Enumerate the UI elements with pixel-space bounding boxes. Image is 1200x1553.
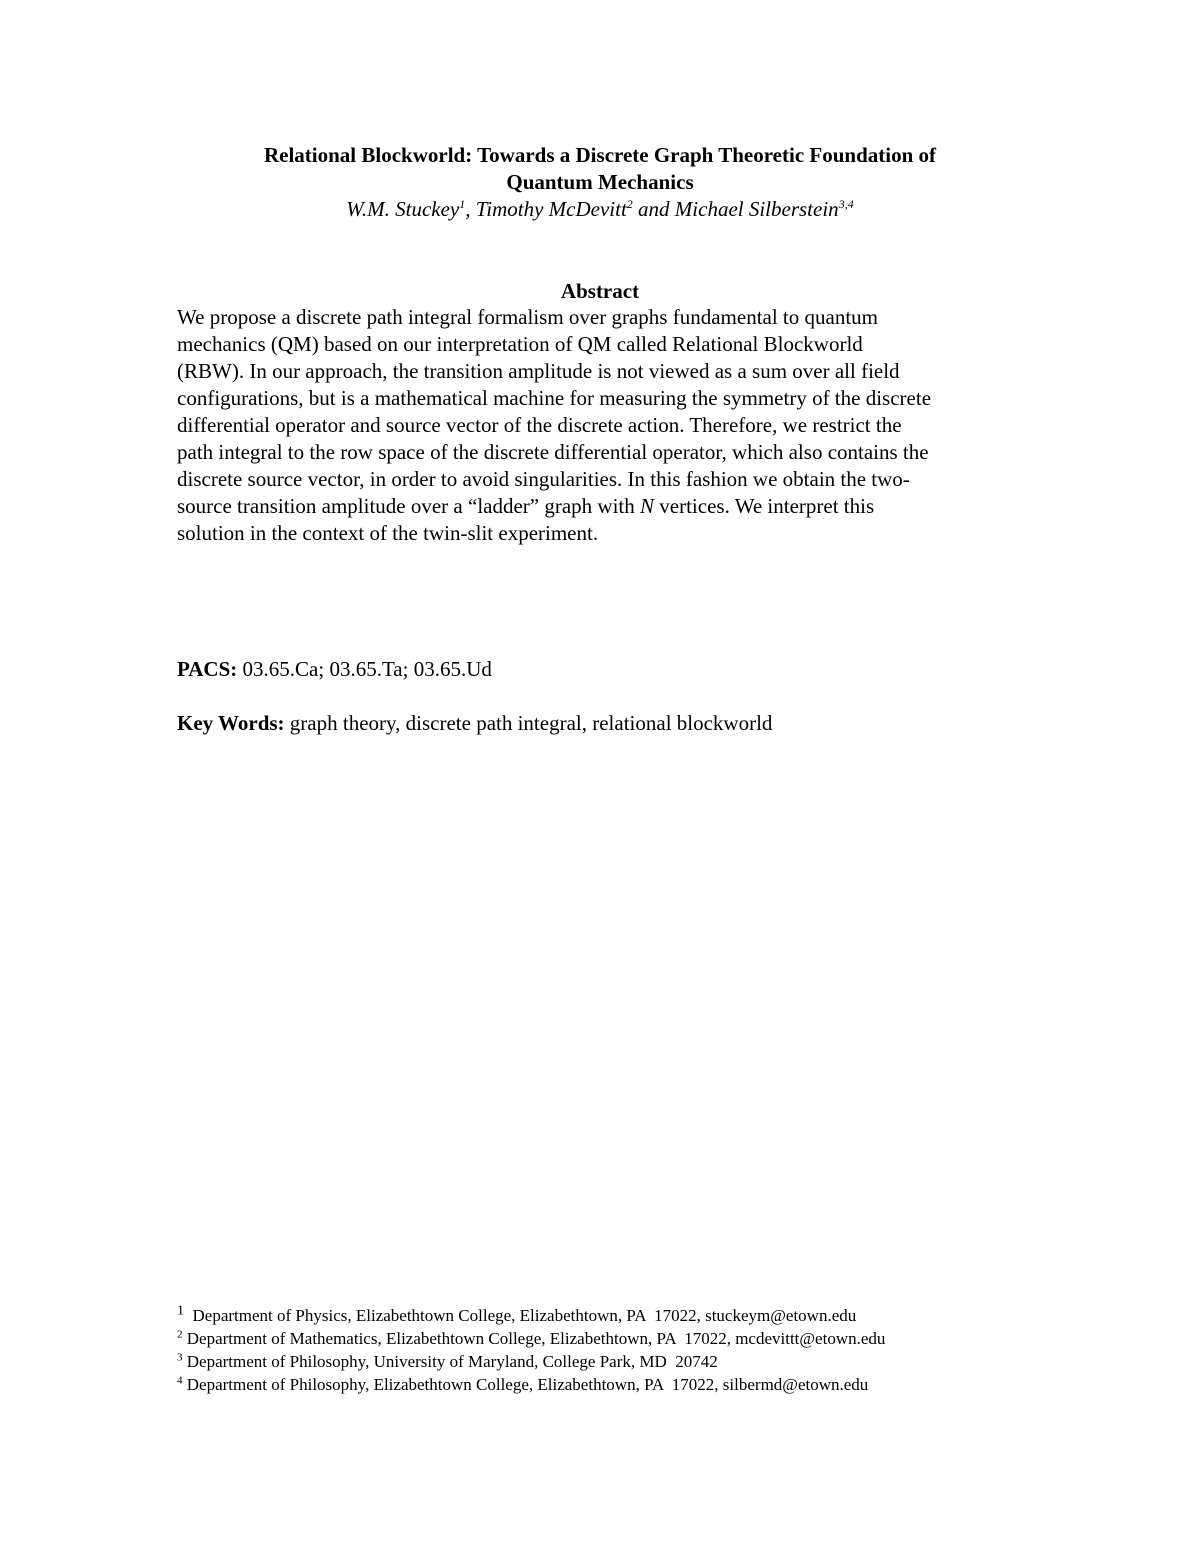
abstract-line: discrete source vector, in order to avoid singularities. In this fashion we obtain the two- (177, 467, 910, 491)
abstract-line: configurations, but is a mathematical machine for measuring the symmetry of the discrete (177, 386, 932, 410)
author-affiliation-mark: 1 (459, 197, 466, 211)
footnote-number: 1 (177, 1303, 184, 1319)
footnote-text: Department of Physics, Elizabethtown College, Elizabethtown, PA 17022, stuckeym@etown.edu (184, 1306, 857, 1325)
author-separator: and (632, 197, 675, 221)
footnote-text: Department of Mathematics, Elizabethtown College, Elizabethtown, PA 17022, mcdevittt@etown.edu (182, 1329, 886, 1348)
author-affiliation-mark: 3,4 (838, 197, 854, 211)
footnote (177, 1327, 885, 1350)
title-line-2: Quantum Mechanics (506, 170, 694, 194)
author-affiliation-mark: 2 (626, 197, 633, 211)
abstract-line: solution in the context of the twin-slit experiment. (177, 521, 599, 545)
abstract-text-fragment: vertices. We interpret this (654, 494, 875, 518)
footnote (177, 1373, 885, 1396)
footnote-text: Department of Philosophy, Elizabethtown College, Elizabethtown, PA 17022, silbermd@etown.edu (182, 1375, 869, 1394)
keywords-value: graph theory, discrete path integral, relational blockworld (284, 711, 773, 735)
abstract-line: We propose a discrete path integral formalism over graphs fundamental to quantum (177, 305, 879, 329)
author-separator: , (465, 197, 476, 221)
footnote-text: Department of Philosophy, University of Maryland, College Park, MD 20742 (182, 1352, 718, 1371)
paper-title (150, 142, 1050, 196)
keywords-line (177, 710, 772, 737)
abstract-line: (RBW). In our approach, the transition amplitude is not viewed as a sum over all field (177, 359, 900, 383)
footnote-number: 3 (177, 1351, 183, 1364)
keywords-label: Key Words: (177, 711, 285, 735)
footnotes (177, 1304, 885, 1396)
abstract-text-fragment: source transition amplitude over a “ladder” graph with (177, 494, 641, 518)
abstract-heading: Abstract (560, 279, 640, 303)
author-list (150, 195, 1050, 223)
footnote (177, 1304, 885, 1327)
footnote-number: 2 (177, 1328, 183, 1341)
pacs-value: 03.65.Ca; 03.65.Ta; 03.65.Ud (237, 657, 492, 681)
abstract-italic-variable: N (640, 494, 655, 518)
footnote-number: 4 (177, 1374, 183, 1387)
abstract-line (177, 493, 1037, 520)
author-name: Timothy McDevitt (475, 197, 627, 221)
abstract-line: differential operator and source vector of the discrete action. Therefore, we restrict the (177, 413, 902, 437)
abstract-body (177, 304, 1037, 547)
pacs-line (177, 656, 492, 683)
footnote (177, 1350, 885, 1373)
author-name: W.M. Stuckey (346, 197, 460, 221)
author-name: Michael Silberstein (674, 197, 839, 221)
title-line-1: Relational Blockworld: Towards a Discrete Graph Theoretic Foundation of (263, 143, 937, 167)
abstract-line: path integral to the row space of the discrete differential operator, which also contains the (177, 440, 929, 464)
abstract-line: mechanics (QM) based on our interpretation of QM called Relational Blockworld (177, 332, 863, 356)
pacs-label: PACS: (177, 657, 238, 681)
